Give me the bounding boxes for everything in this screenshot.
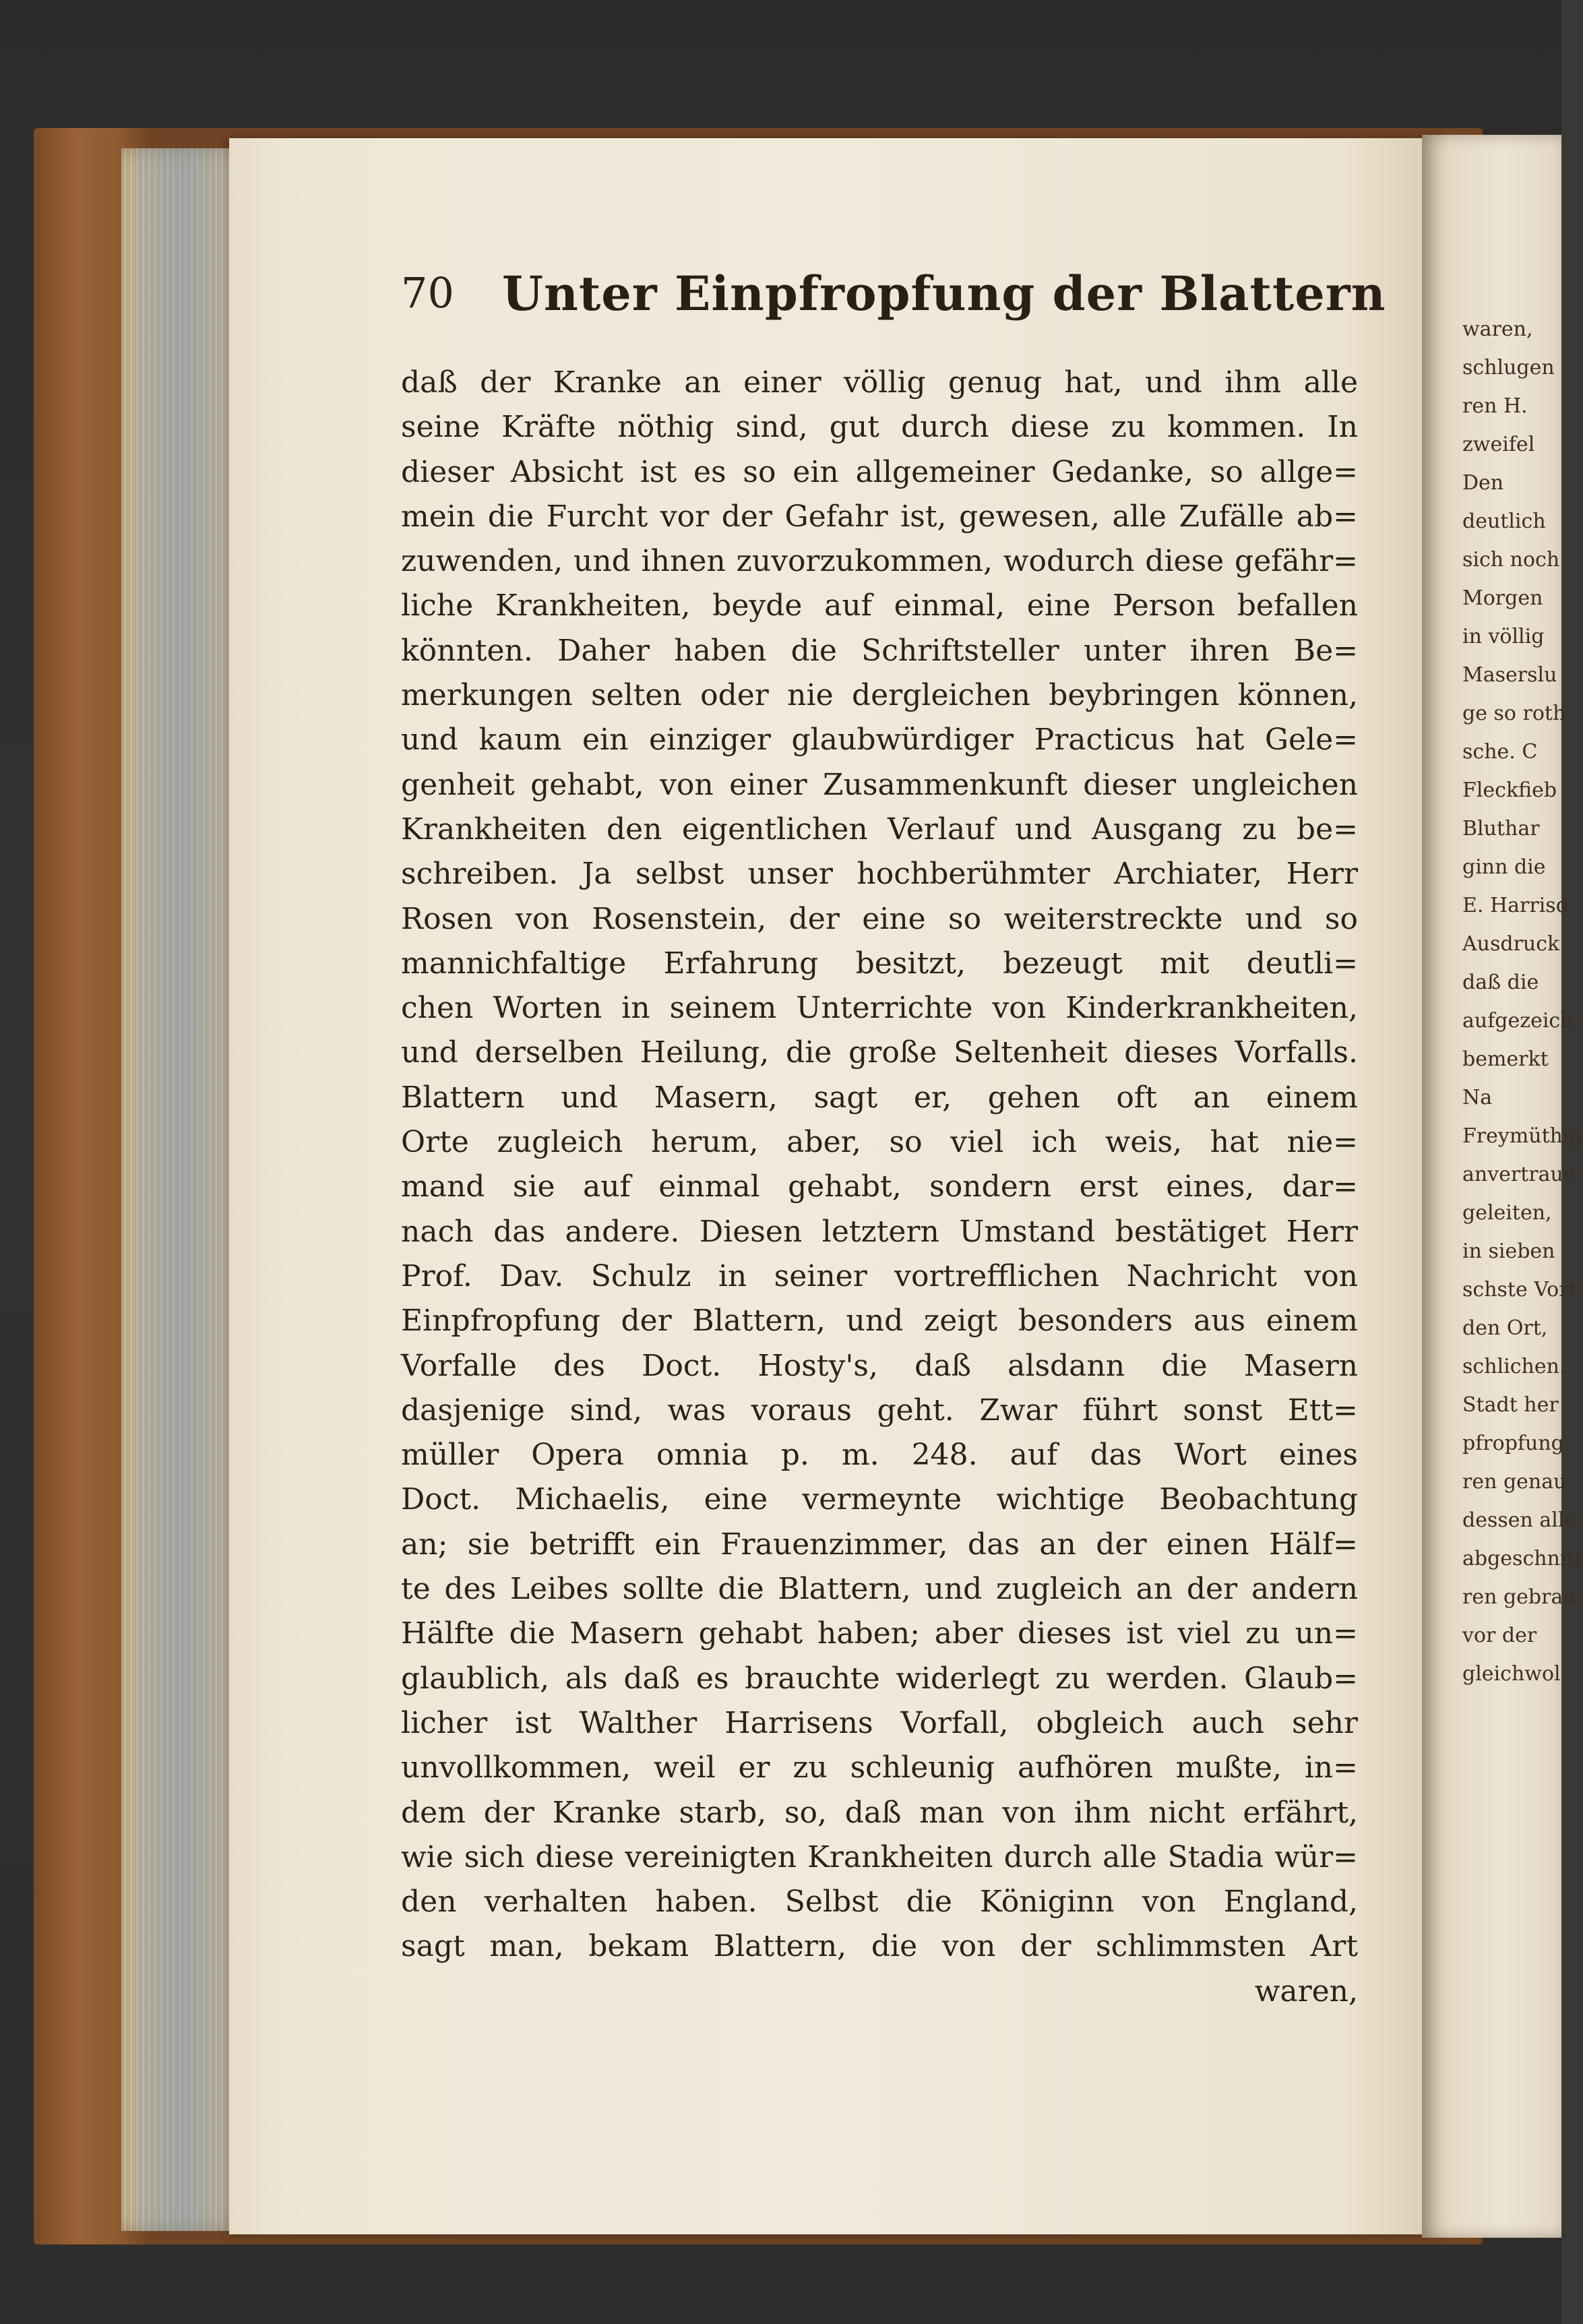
fragment-line: Maserslu [1462, 663, 1557, 687]
fragment-line: waren, [1462, 317, 1533, 341]
text-line: Orte zugleich herum, aber, so viel ich weis, hat nie= [401, 1125, 1358, 1160]
text-line: glaublich, als daß es brauchte widerlegt zu werden. Glaub= [401, 1661, 1358, 1696]
right-page-text [1462, 310, 1583, 1693]
text-line: liche Krankheiten, beyde auf einmal, eine Person befallen [401, 588, 1358, 623]
text-line: zuwenden, und ihnen zuvorzukommen, wodurch diese gefähr= [401, 544, 1358, 579]
fragment-line: Fleckfieb [1462, 778, 1557, 802]
fragment-line: gleichwol [1462, 1662, 1561, 1686]
text-line: mein die Furcht vor der Gefahr ist, gewesen, alle Zufälle ab= [401, 499, 1358, 534]
fragment-line: Morgen [1462, 586, 1543, 610]
fragment-line: schlugen [1462, 356, 1555, 379]
fragment-line: Na [1462, 1086, 1493, 1109]
fragment-line: Bluthar [1462, 817, 1540, 840]
text-line: dem der Kranke starb, so, daß man von ihm nicht erfährt, [401, 1795, 1358, 1830]
text-line: waren, [1254, 1974, 1358, 2009]
text-line: chen Worten in seinem Unterrichte von Kinderkrankheiten, [401, 991, 1358, 1026]
text-line: und kaum ein einziger glaubwürdiger Practicus hat Gele= [401, 723, 1358, 758]
text-line: mannichfaltige Erfahrung besitzt, bezeugt mit deutli= [401, 946, 1358, 981]
fragment-line: anvertraue [1462, 1163, 1576, 1186]
fragment-line: aufgezeich [1462, 1009, 1574, 1033]
fragment-line: daß die [1462, 971, 1539, 994]
text-line: könnten. Daher haben die Schriftsteller unter ihren Be= [401, 633, 1358, 668]
text-line: Vorfalle des Doct. Hosty's, daß alsdann die Masern [401, 1348, 1358, 1383]
text-line: sagt man, bekam Blattern, die von der schlimmsten Art [401, 1929, 1358, 1964]
page-number: 70 [401, 268, 454, 317]
text-line: an; sie betrifft ein Frauenzimmer, das an der einen Hälf= [401, 1527, 1358, 1562]
text-line: seine Kräfte nöthig sind, gut durch diese zu kommen. In [401, 410, 1358, 445]
text-line: Krankheiten den eigentlichen Verlauf und Ausgang zu be= [401, 812, 1358, 847]
fragment-line: ren gebrau [1462, 1585, 1576, 1609]
fragment-line: schste Vort [1462, 1278, 1577, 1302]
fragment-line: vor der [1462, 1624, 1537, 1647]
fragment-line: pfropfung [1462, 1432, 1564, 1455]
text-line: schreiben. Ja selbst unser hochberühmter Archiater, Herr [401, 857, 1358, 892]
running-header [401, 266, 1386, 329]
text-line: Doct. Michaelis, eine vermeynte wichtige Beobachtung [401, 1482, 1358, 1517]
fragment-line: bemerkt [1462, 1047, 1549, 1071]
fragment-line: Den [1462, 471, 1504, 495]
text-line: und derselben Heilung, die große Seltenheit dieses Vorfalls. [401, 1035, 1358, 1070]
text-line: Blattern und Masern, sagt er, gehen oft an einem [401, 1080, 1358, 1115]
text-line: unvollkommen, weil er zu schleunig aufhören mußte, in= [401, 1750, 1358, 1785]
fragment-line: sche. C [1462, 740, 1538, 764]
text-line: Rosen von Rosenstein, der eine so weiterstreckte und so [401, 901, 1358, 936]
text-line: nach das andere. Diesen letztern Umstand bestätiget Herr [401, 1214, 1358, 1249]
right-page-fragment [1422, 135, 1583, 2238]
fragment-line: den Ort, [1462, 1316, 1548, 1340]
fragment-line: schlichen. [1462, 1355, 1566, 1378]
text-line: merkungen selten oder nie dergleichen beybringen können, [401, 678, 1358, 713]
text-line: den verhalten haben. Selbst die Königinn von England, [401, 1885, 1358, 1920]
fragment-line: Freymüthig [1462, 1124, 1582, 1148]
fragment-line: Stadt her [1462, 1393, 1559, 1417]
text-line: dieser Absicht ist es so ein allgemeiner Gedanke, so allge= [401, 454, 1358, 489]
text-line: Prof. Dav. Schulz in seiner vortrefflichen Nachricht von [401, 1258, 1358, 1293]
fragment-line: dessen alle [1462, 1508, 1577, 1532]
fragment-line: geleiten, [1462, 1201, 1552, 1225]
fragment-line: ginn die [1462, 855, 1546, 879]
fragment-line: ren H. [1462, 394, 1528, 418]
text-line: daß der Kranke an einer völlig genug hat, und ihm alle [401, 365, 1358, 400]
text-line: te des Leibes sollte die Blattern, und zugleich an der andern [401, 1572, 1358, 1607]
text-line: Hälfte die Masern gehabt haben; aber dieses ist viel zu un= [401, 1616, 1358, 1651]
text-line: dasjenige sind, was voraus geht. Zwar führt sonst Ett= [401, 1393, 1358, 1428]
text-line: genheit gehabt, von einer Zusammenkunft dieser ungleichen [401, 767, 1358, 802]
fragment-line: abgeschnitt [1462, 1547, 1583, 1570]
text-line: mand sie auf einmal gehabt, sondern erst eines, dar= [401, 1169, 1358, 1204]
fragment-line: in völlig [1462, 625, 1545, 648]
fragment-line: E. Harrisd [1462, 894, 1569, 917]
text-line: wie sich diese vereinigten Krankheiten durch alle Stadia wür= [401, 1839, 1358, 1874]
fragment-line: in sieben [1462, 1240, 1555, 1263]
fragment-line: ren genau [1462, 1470, 1567, 1494]
text-line: licher ist Walther Harrisens Vorfall, obgleich auch sehr [401, 1705, 1358, 1740]
fragment-line: ge so roth [1462, 702, 1566, 725]
text-line: Einpfropfung der Blattern, und zeigt besonders aus einem [401, 1304, 1358, 1339]
fragment-line: Ausdruck [1462, 932, 1560, 956]
text-line: müller Opera omnia p. m. 248. auf das Wort eines [401, 1438, 1358, 1473]
fragment-line: sich noch [1462, 548, 1560, 572]
fragment-line: deutlich [1462, 510, 1546, 533]
running-title: Unter Einpfropfung der Blattern [502, 266, 1386, 322]
fragment-line: zweifel [1462, 433, 1535, 456]
body-text [401, 361, 1358, 2014]
page-edges-tint [135, 148, 229, 2231]
